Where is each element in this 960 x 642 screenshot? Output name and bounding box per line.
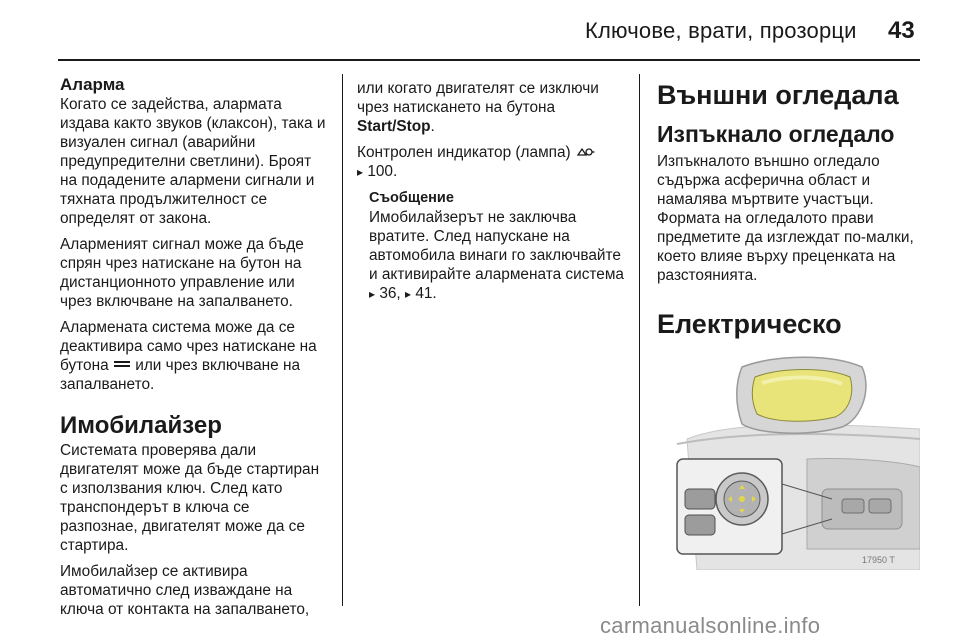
alarm-paragraph-3-end: или чрез включване на запалването. (60, 357, 301, 393)
note-text: Имобилайзерът не заключва вратите. След напускане на автомобила винаги го заключвайте и активирайте алармената система (369, 209, 624, 283)
column-1 (60, 74, 330, 626)
alarm-paragraph-1: Когато се задейства, алармата издава както звуков (клаксон), така и визуален сигнал (аварийни предупредителни светлини). Броят на подадените алармени сигнали и тяхната продължителност се определят от закона. (60, 96, 326, 227)
mirror-adjustment-illustration (657, 349, 920, 570)
immobilizer-paragraph-1: Системата проверява дали двигателят може да бъде стартиран с използвания ключ. След като транспондерът в ключа се разпознае, двигателят може да се стартира. (60, 442, 320, 554)
convex-mirror-text: Изпъкналото външно огледало съдържа асферична област и намалява мъртвите участъци. Формата на огледалото прави предметите да изглеждат по-малки, което влияе върху преценката на разстоянията. (657, 153, 914, 284)
note-reference-1[interactable]: 36, (379, 285, 401, 302)
note-title: Съобщение (369, 190, 454, 206)
immobilizer-continued-text: или когато двигателят се изключи чрез натискането на бутона (357, 80, 599, 116)
page-number: 43 (888, 17, 915, 44)
figure-code: 17950 T (862, 555, 895, 565)
column-divider (342, 74, 343, 606)
note-reference-2[interactable]: 41. (415, 285, 437, 302)
alarm-heading: Аларма (60, 75, 125, 94)
start-stop-label: Start/Stop (357, 118, 431, 135)
control-lamp-reference[interactable]: 100. (367, 163, 398, 180)
lock-button-icon (113, 360, 131, 370)
convex-mirror-heading: Изпъкнало огледало (657, 121, 895, 147)
immobilizer-paragraph-2: Имобилайзер се активира автоматично след изваждане на ключа от контакта на запалването, (60, 563, 310, 618)
control-lamp-line (357, 143, 629, 182)
note-box (369, 189, 629, 304)
alarm-paragraph-3-start: Алармената система може да се деактивира само чрез натискане на бутона (60, 319, 317, 374)
control-lamp-text: Контролен индикатор (лампа) (357, 144, 571, 161)
immobilizer-heading: Имобилайзер (60, 412, 222, 439)
alarm-paragraph-3 (60, 318, 330, 394)
header-rule (58, 59, 920, 61)
alarm-paragraph-2: Алармeният сигнал може да бъде спрян чрез натискане на бутон на дистанционното управление или чрез включване на запалването. (60, 236, 304, 310)
reference-arrow-icon: ▸ (405, 287, 412, 301)
column-3 (657, 79, 925, 374)
page-header-title: Ключове, врати, прозорци (585, 18, 857, 43)
immobilizer-lamp-icon (575, 145, 595, 159)
electric-adjustment-heading-line-1: Електрическо (657, 309, 842, 339)
reference-arrow-icon: ▸ (369, 287, 376, 301)
exterior-mirrors-heading: Външни огледала (657, 80, 899, 110)
reference-arrow-icon: ▸ (357, 165, 364, 179)
immobilizer-continued-end: . (430, 118, 435, 135)
column-divider (639, 74, 640, 606)
immobilizer-continued (357, 79, 629, 136)
column-2 (357, 79, 629, 304)
watermark: carmanualsonline.info (600, 613, 821, 638)
